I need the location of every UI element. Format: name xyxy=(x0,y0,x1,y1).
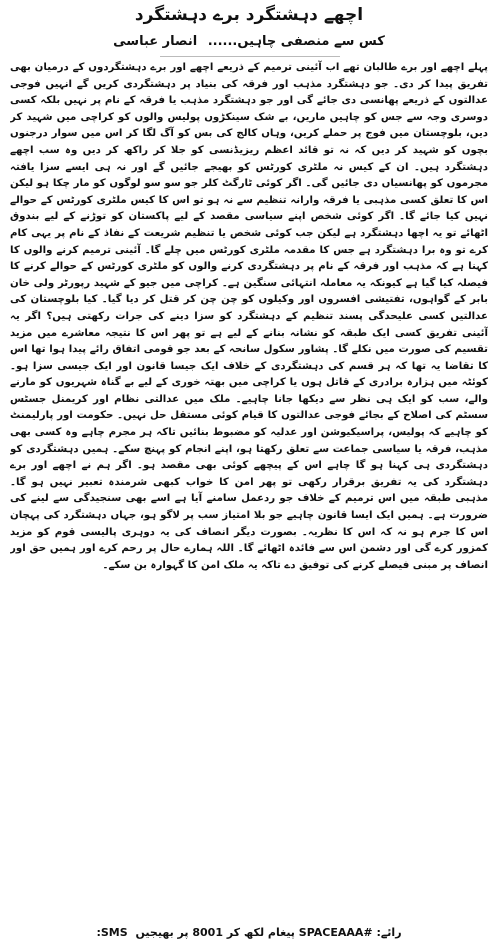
sms-text: رائے: #SPACEAAA پیغام لکھ کر 8001 پر بھیجیں xyxy=(135,926,402,939)
byline xyxy=(0,34,498,49)
article-headline: اچھے دہشتگرد برے دہشتگرد xyxy=(134,5,364,25)
article-body xyxy=(10,60,488,918)
byline-prefix: کس سے منصفی چاہیں...... xyxy=(207,34,385,49)
sms-label: SMS: xyxy=(96,926,128,939)
article-body-text: پہلے اچھے اور برے طالبان تھے اب آئینی ترمیم کے ذریعے اچھے اور برے دہشتگردوں کے درمیان بھی تفریق پیدا کر دی۔ جو دہشتگرد مذہب اور فرقہ کی بنیاد پر دہشتگردی کریں گے انہیں فوجی عدالتوں کے ذریعے پھانسی دی جائے گی اور جو دہشتگرد مذہب یا فرقہ کے نام پر نہیں بلکہ کسی دوسری وجہ سے جس کو چاہیں ماریں، بے شک سینکڑوں پولیس والوں کو کراچی میں شہید کر دیں، بلوچستان میں فوج پر حملے کریں، وہاں کالج کی بس کو آگ لگا کر اس میں سوار درجنوں بچوں کو شہید کر دیں کہ نہ تو قائد اعظم ریزیڈنسی کو جلا کر راکھ کر دیں وہ سب اچھے دہشتگرد ہیں۔ ان کے کیس نہ ملٹری کورٹس کو بھیجے جائیں گے اور نہ ہی ایسے سزا یافتہ مجرموں کو پھانسیاں دی جائیں گی۔ اگر کوئی ٹارگٹ کلر جو سو سو لوگوں کو مار چکا ہو لیکن اس کا تعلق کسی مذہبی یا فرقہ وارانہ تنظیم سے نہ ہو تو اس کا کیس ملٹری کورٹس کے حوالے نہیں کیا جائے گا۔ اگر کوئی شخص اپنے سیاسی مقصد کے لیے پاکستان کو توڑنے کے لیے بندوق اٹھائے تو یہ اچھا دہشتگرد ہے لیکن جب کوئی شخص یا تنظیم شریعت کے نفاذ کے نام پر یہی کام کرے تو وہ برا دہشتگرد ہے جس کا مقدمہ ملٹری کورٹس میں چلے گا۔ آئینی ترمیم کرنے والوں کا کہنا ہے کہ مذہب اور فرقہ کے نام پر دہشتگردی کرنے والوں کو ملٹری کورٹس کے حوالے کرنے کا فیصلہ کیا گیا ہے کیونکہ یہ معاملہ انتہائی سنگین ہے۔ کراچی میں جیو کے شہید رپورٹر ولی خان بابر کے گواہوں، تفتیشی افسروں اور وکیلوں کو چن چن کر قتل کر دیا گیا۔ کیا بلوچستان کی عدالتیں کسی علیحدگی پسند تنظیم کے دہشتگرد کو سزا دینے کی جرات رکھتی ہیں؟ اگر یہ آئینی تفریق کسی ایک طبقہ کو نشانہ بنانے کے لیے ہے تو پھر اس کا نتیجہ معاشرے میں مزید تقسیم کی صورت میں نکلے گا۔ پشاور سکول سانحہ کے بعد جو قومی اتفاق رائے پیدا ہوا تھا اس کا تقاضا یہ تھا کہ ہر قسم کی دہشتگردی کے خلاف ایک جیسا قانون اور ایک جیسی سزا ہو۔ کوئٹہ میں ہزارہ برادری کے قاتل ہوں یا کراچی میں بھتہ خوری کے لیے بے گناہ شہریوں کو مارنے والے، سب کو ایک ہی نظر سے دیکھا جانا چاہیے۔ ملک میں عدالتی نظام اور کریمنل جسٹس سسٹم کی اصلاح کے بجائے فوجی عدالتوں کا قیام کوئی مستقل حل نہیں۔ حکومت اور پارلیمنٹ کو چاہیے کہ پولیس، پراسیکیوشن اور عدلیہ کو مضبوط بنائیں تاکہ ہر مجرم چاہے وہ کسی بھی مذہب، فرقہ یا سیاسی جماعت سے تعلق رکھتا ہو، اپنے انجام کو پہنچ سکے۔ ہمیں دہشتگردی کو دہشتگردی ہی کہنا ہو گا چاہے اس کے پیچھے کوئی بھی مقصد ہو۔ اگر ہم نے اچھے اور برے دہشتگرد کی یہ تفریق برقرار رکھی تو پھر امن کا خواب کبھی شرمندہ تعبیر نہیں ہو گا۔ مذہبی طبقہ میں اس ترمیم کے خلاف جو ردعمل سامنے آیا ہے اسے بھی سنجیدگی سے لینے کی ضرورت ہے۔ ہمیں ایک ایسا قانون چاہیے جو بلا امتیاز سب پر لاگو ہو، جہاں دہشتگرد کی پہچان اس کا جرم ہو نہ کہ اس کا نظریہ۔ بصورت دیگر انصاف کی یہ دوہری پالیسی قوم کو مزید کمزور کرے گی اور دشمن اس سے فائدہ اٹھائے گا۔ اللہ ہمارے حال پر رحم کرے اور ہمیں حق اور انصاف پر مبنی فیصلے کرنے کی توفیق دے تاکہ یہ ملک امن کا گہوارہ بن سکے۔ xyxy=(10,62,488,571)
byline-divider xyxy=(160,56,340,57)
author-name: انصار عباسی xyxy=(113,34,198,49)
sms-footer xyxy=(0,926,498,939)
